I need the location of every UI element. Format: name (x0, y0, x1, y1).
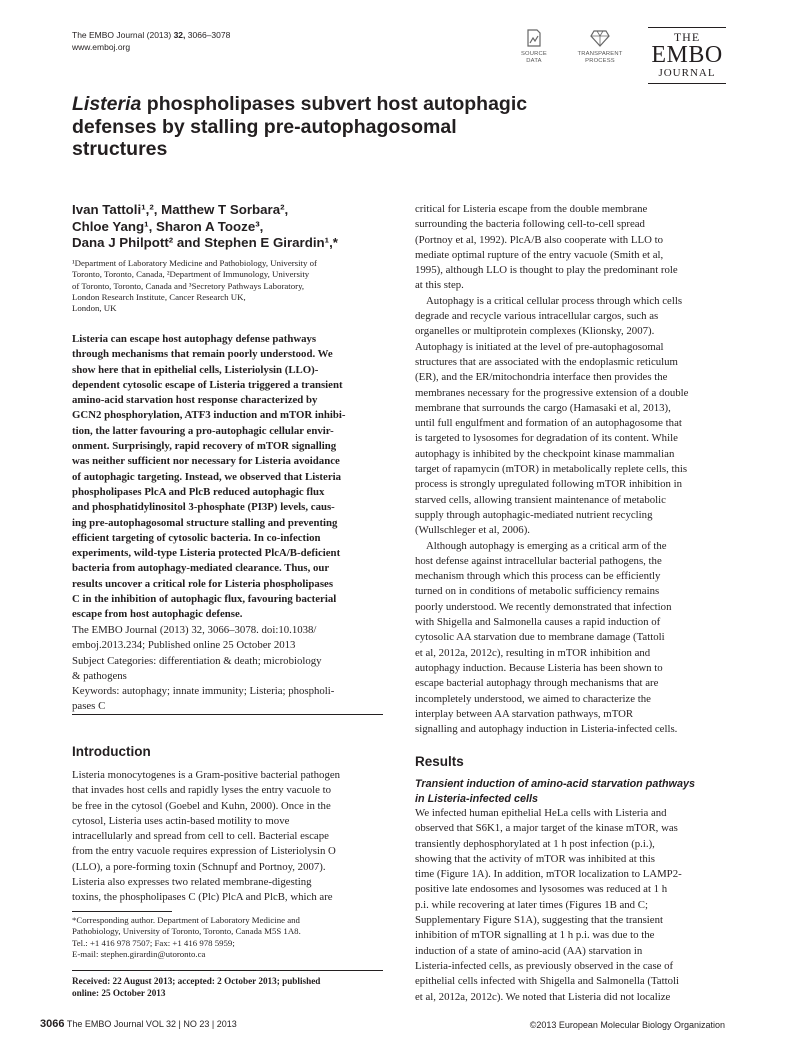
body-line: (Portnoy et al, 1992). PlcA/B also cooperate with LLO to (415, 233, 663, 246)
title-line-3: structures (72, 138, 168, 160)
intro-line: that invades host cells and rapidly lyses the entry vacuole to (72, 784, 332, 797)
keywords-line: pases C (72, 700, 106, 713)
embo-journal-logo (648, 27, 726, 84)
body-line: organelles or multiprotein complexes (Klionsky, 2007). (415, 325, 655, 338)
results-line: Listeria-infected cells, as previously observed in the case of (415, 959, 674, 972)
results-line: et al, 2012a, 2012c). We noted that Listeria did not localize (415, 990, 671, 1003)
footer-journal-info: The EMBO Journal VOL 32 | NO 23 | 2013 (64, 1019, 237, 1029)
body-line: membrane that surrounds the cargo (Hamasaki et al, 2013), (415, 401, 671, 414)
abstract-divider (72, 714, 383, 715)
body-line: autophagy induction. Because Listeria has been shown to (415, 661, 663, 674)
badge-source-label-2: DATA (526, 57, 542, 64)
abstract-line: Listeria can escape host autophagy defense pathways (72, 333, 317, 345)
page-number: 3066 (40, 1018, 65, 1030)
abstract-line: and phosphatidylinositol 3-phosphate (PI3P) levels, caus- (72, 501, 335, 514)
title-line-2: defenses by stalling pre-autophagosomal (72, 115, 457, 138)
affiliation-line: London, UK (72, 303, 117, 314)
body-line: Autophagy is a critical cellular process through which cells (426, 294, 683, 307)
subheading-line: in Listeria-infected cells (415, 792, 539, 805)
citation-line: emboj.2013.234; Published online 25 October 2013 (72, 639, 296, 652)
abstract-line: dependent cytosolic escape of Listeria triggered a transient (72, 378, 343, 391)
body-line: Although autophagy is emerging as a critical arm of the (426, 539, 667, 552)
results-line: epithelial cells infected with Shigella and Salmonella (Tattoli (415, 975, 679, 988)
subject-categories-line: & pathogens (72, 669, 127, 682)
abstract-line: onment. Surprisingly, rapid recovery of mTOR signalling (72, 440, 337, 453)
citation-line: The EMBO Journal (2013) 32, 3066–3078. doi:10.1038/ (72, 624, 317, 636)
authors-line-3: Dana J Philpott² and Stephen E Girardin¹,* (72, 235, 338, 250)
abstract-line: bacteria from autophagy-mediated clearance. Thus, our (72, 562, 330, 575)
journal-volume: 32, (173, 30, 186, 40)
body-line: surrounding the bacteria following cell-to-cell spread (415, 218, 645, 231)
body-line: (ER), and the ER/mitochondria interface then provides the (415, 371, 668, 384)
abstract-line: GCN2 phosphorylation, ATF3 induction and mTOR inhibi- (72, 409, 346, 422)
body-line: cytosolic AA starvation due to membrane damage (Tattoli (415, 631, 665, 644)
body-line: at this step. (415, 279, 464, 292)
abstract (72, 332, 383, 623)
body-line: turned on in conditions of metabolic sufficiency remains (415, 585, 660, 598)
abstract-line: ing pre-autophagosomal structure stalling and preventing (72, 516, 338, 529)
results-line: transiently dephosphorylated at 1 h post infection (p.i.), (415, 837, 655, 850)
abstract-line: C in the inhibition of autophagic flux, favouring bacterial (72, 593, 337, 606)
logo-the: THE (673, 30, 701, 44)
footnote-line: Tel.: +1 416 978 7507; Fax: +1 416 978 5959; (72, 937, 235, 948)
footnote-divider (72, 911, 172, 912)
citation-meta (72, 623, 383, 715)
body-line: 1995), although LLO is thought to play the predominant role (415, 264, 678, 277)
transparent-process-badge[interactable] (576, 28, 624, 64)
received-dates (72, 975, 383, 999)
affiliation-line: London Research Institute, Cancer Research UK, (72, 291, 246, 302)
affiliation-line: Toronto, Toronto, Canada, ²Department of Immunology, University (72, 269, 310, 280)
body-line: signalling and autophagy induction in Listeria-infected cells. (415, 723, 678, 736)
abstract-line: amino-acid starvation host response characterized by (72, 394, 318, 407)
results-line: induction of a state of amino-acid (AA) starvation in (415, 944, 643, 957)
results-line: p.i. while recovering at later times (Figures 1B and C; (415, 898, 648, 911)
introduction-body (72, 768, 383, 906)
body-line: critical for Listeria escape from the double membrane (415, 203, 648, 215)
page-footer-left (40, 1018, 237, 1030)
subheading-line: Transient induction of amino-acid starvation pathways (415, 778, 695, 790)
diamond-icon (589, 28, 611, 48)
body-line: incompletely understood, we aimed to characterize the (415, 692, 651, 705)
body-line: degrade and recycle various intracellular cargos, such as (415, 310, 659, 323)
intro-line: Listeria monocytogenes is a Gram-positive bacterial pathogen (72, 769, 341, 781)
footnote-line: *Corresponding author. Department of Laboratory Medicine and (72, 915, 300, 925)
introduction-heading: Introduction (72, 744, 151, 759)
received-line: Received: 22 August 2013; accepted: 2 October 2013; published (72, 976, 321, 986)
abstract-line: through mechanisms that remain poorly understood. We (72, 348, 333, 361)
body-line: (Wullschleger et al, 2006). (415, 524, 530, 537)
abstract-line: efficient targeting of cytosolic bacteria. In co-infection (72, 531, 321, 544)
results-line: Supplementary Figure S1A), suggesting that the transient (415, 914, 663, 927)
body-line: Autophagy is initiated at the level of pre-autophagosomal (415, 340, 664, 353)
abstract-line: was neither sufficient nor necessary for Listeria avoidance (72, 455, 340, 468)
body-line: mediate optimal rupture of the entry vacuole (Smith et al, (415, 248, 664, 261)
results-line: showing that the activity of mTOR was inhibited at this (415, 852, 656, 865)
results-body (415, 806, 725, 1005)
results-line: time (Figure 1A). In addition, mTOR localization to LAMP2- (415, 868, 682, 881)
body-line: escape bacterial autophagy through mechanisms that are (415, 677, 659, 690)
journal-name: The EMBO Journal (2013) (72, 30, 174, 40)
intro-line: be free in the cytosol (Goebel and Kuhn, 2000). Once in the (72, 799, 331, 812)
article-title (72, 93, 592, 161)
affiliation-line: ¹Department of Laboratory Medicine and Pathobiology, University of (72, 258, 317, 268)
journal-pages: 3066–3078 (185, 30, 231, 40)
intro-line: toxins, the phospholipases C (Plc) PlcA and PlcB, which are (72, 891, 333, 904)
subject-categories-line: Subject Categories: differentiation & death; microbiology (72, 654, 322, 667)
results-line: inhibition of mTOR signalling at 1 h p.i. was due to the (415, 929, 655, 942)
body-line: interplay between AA starvation pathways, mTOR (415, 707, 634, 720)
logo-embo: EMBO (651, 42, 723, 68)
body-line: autophagy is inhibited by the checkpoint kinase mammalian (415, 447, 675, 460)
source-data-icon (524, 28, 544, 48)
intro-line: intracellularly and spread from cell to cell. Bacterial escape (72, 830, 329, 843)
results-line: positive late endosomes and lysosomes was reduced at 1 h (415, 883, 668, 896)
body-line: target of rapamycin (mTOR) in metabolically replete cells, this (415, 463, 688, 476)
title-line-1: phospholipases subvert host autophagic (141, 93, 528, 115)
received-line: online: 25 October 2013 (72, 988, 166, 998)
received-divider (72, 970, 383, 971)
abstract-line: show here that in epithelial cells, Listeriolysin (LLO)- (72, 363, 319, 376)
body-line: starved cells, allowing transient maintenance of metabolic (415, 493, 666, 506)
abstract-line: of autophagic targeting. Instead, we observed that Listeria (72, 470, 342, 483)
abstract-line: phospholipases PlcA and PlcB reduced autophagic flux (72, 485, 325, 498)
results-subheading (415, 777, 730, 806)
body-line: mechanism through which this process can be efficiently (415, 570, 661, 583)
body-line: with Shigella and Salmonella causes a rapid induction of (415, 616, 661, 629)
abstract-line: results uncover a critical role for Listeria phospholipases (72, 577, 334, 590)
badge-transparent-label: TRANSPARENT (577, 51, 623, 57)
badge-transparent-label-2: PROCESS (585, 57, 615, 64)
corresponding-author-footnote (72, 915, 383, 960)
badge-source-label: SOURCE (520, 51, 547, 57)
affiliations (72, 258, 392, 314)
body-line: et al, 2012a, 2012c), resulting in mTOR inhibition and (415, 646, 651, 659)
body-line: until full engulfment and formation of an autophagosome that (415, 417, 682, 430)
title-italic: Listeria (72, 93, 142, 115)
abstract-line: experiments, wild-type Listeria protected PlcA/B-deficient (72, 547, 341, 560)
author-list (72, 202, 392, 252)
copyright-notice: ©2013 European Molecular Biology Organization (529, 1020, 725, 1030)
results-heading: Results (415, 754, 464, 769)
abstract-line: tion, the latter favouring a pro-autophagic cellular envir- (72, 424, 334, 437)
intro-line: from the entry vacuole requires expression of Listeriolysin O (72, 845, 336, 858)
body-line: membranes necessary for the progressive extension of a double (415, 386, 689, 399)
footnote-email[interactable]: E-mail: stephen.girardin@utoronto.ca (72, 948, 206, 959)
body-line: structures that are associated with the endoplasmic reticulum (415, 355, 678, 368)
source-data-badge[interactable] (510, 28, 558, 64)
affiliation-line: of Toronto, Toronto, Canada and ³Secretory Pathways Laboratory, (72, 280, 305, 291)
abstract-line: escape from host autophagic defense. (72, 608, 243, 621)
results-line: We infected human epithelial HeLa cells with Listeria and (415, 807, 667, 819)
authors-line-2: Chloe Yang¹, Sharon A Tooze³, (72, 218, 264, 234)
journal-website[interactable]: www.emboj.org (72, 42, 131, 52)
results-line: observed that S6K1, a major target of the kinase mTOR, was (415, 822, 678, 835)
body-line: poorly understood. We recently demonstrated that infection (415, 600, 672, 613)
intro-line: cytosol, Listeria uses actin-based motility to move (72, 814, 290, 827)
body-line: is targeted to lysosomes for degradation of its content. While (415, 432, 678, 445)
authors-line-1: Ivan Tattoli¹,², Matthew T Sorbara², (72, 202, 289, 217)
intro-line: Listeria also expresses two related membrane-digesting (72, 876, 312, 889)
body-line: supply through autophagic-mediated nutrient recycling (415, 508, 653, 521)
body-line: host defense against intracellular bacterial pathogens, the (415, 554, 662, 567)
body-line: process is strongly upregulated following mTOR inhibition in (415, 478, 683, 491)
keywords-line: Keywords: autophagy; innate immunity; Listeria; phospholi- (72, 685, 335, 698)
footnote-line: Pathobiology, University of Toronto, Toronto, Canada M5S 1A8. (72, 926, 301, 937)
right-column-body (415, 202, 725, 737)
logo-journal: JOURNAL (658, 67, 716, 79)
journal-citation-header (72, 30, 230, 41)
intro-line: (LLO), a pore-forming toxin (Schnupf and Portnoy, 2007). (72, 860, 326, 873)
